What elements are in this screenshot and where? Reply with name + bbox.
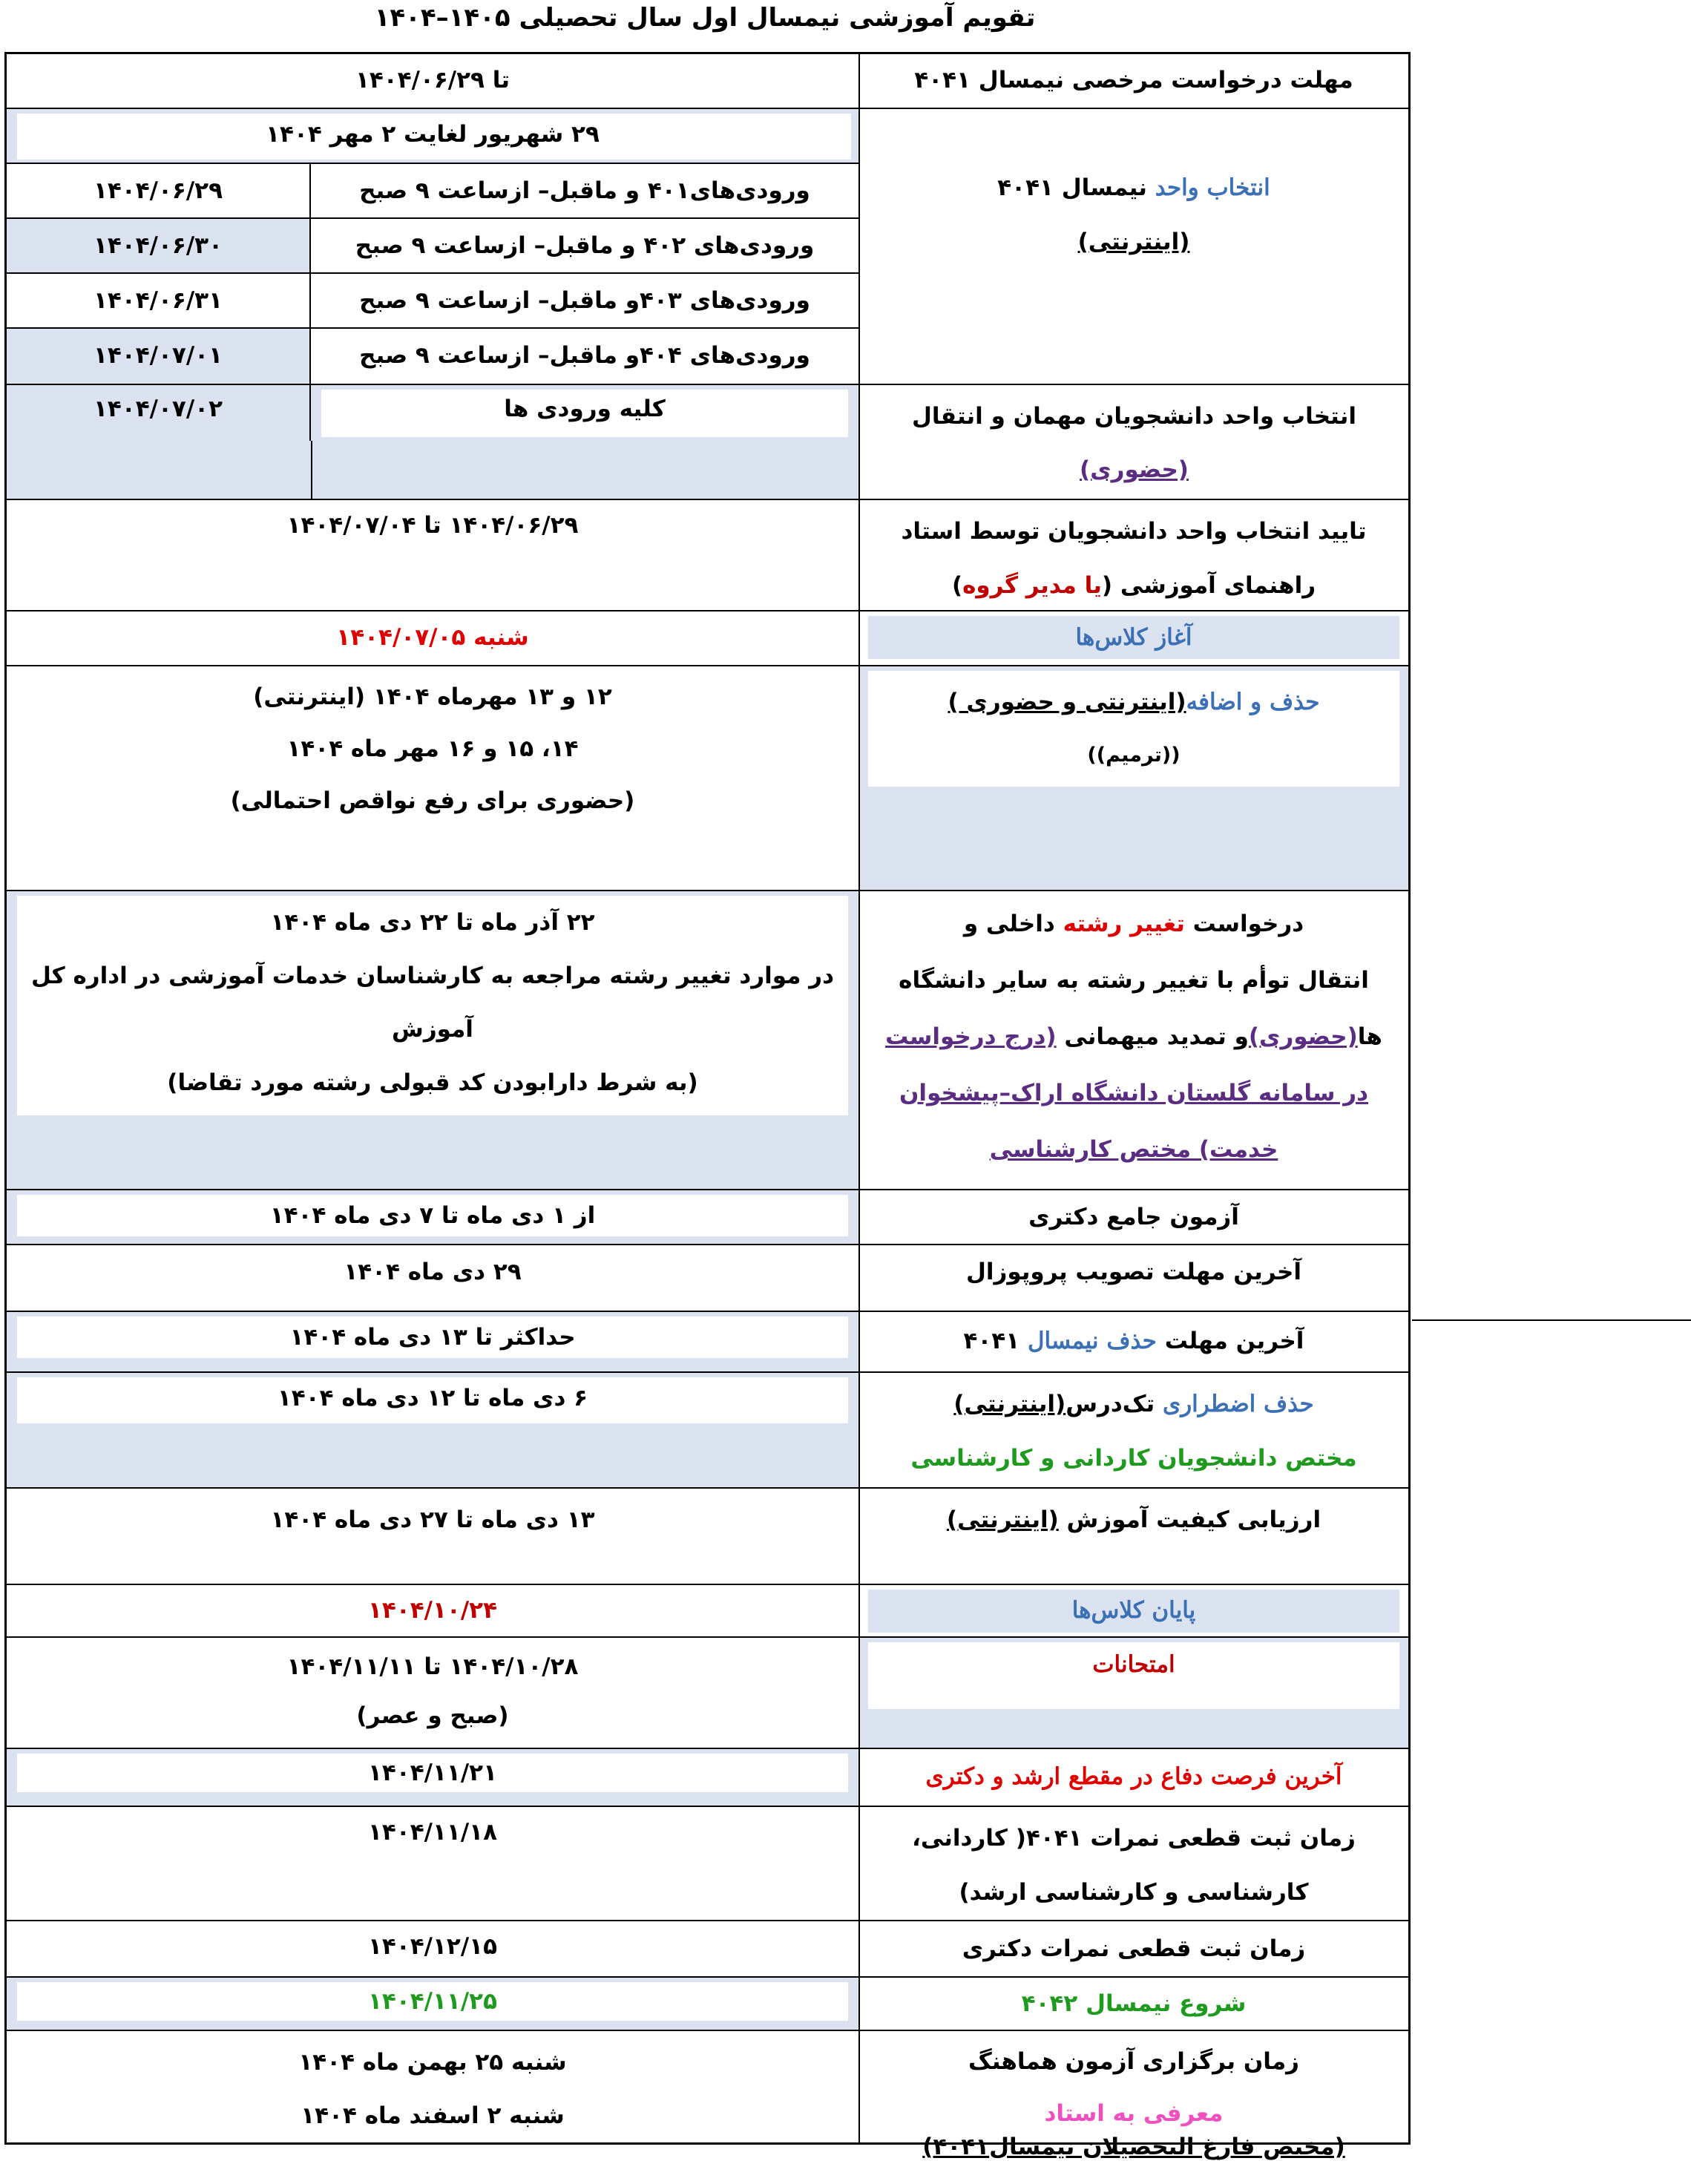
registration-label-title: انتخاب واحد <box>1155 174 1270 201</box>
add-drop-inperson: ۱۴، ۱۵ و ۱۶ مهر ماه ۱۴۰۴ <box>286 735 579 762</box>
guest-group: کلیه ورودی ها <box>504 396 666 422</box>
phd-exam-value: از ۱ دی ماه تا ۷ دی ماه ۱۴۰۴ <box>17 1195 848 1236</box>
phd-exam-value-cell <box>7 1190 858 1244</box>
approval-label <box>859 500 1408 610</box>
major-change-dates: ۲۲ آذر ماه تا ۲۲ دی ماه ۱۴۰۴ <box>270 909 595 936</box>
proposal-label: آخرین مهلت تصویب پروپوزال <box>965 1259 1301 1285</box>
evaluation-label <box>859 1489 1408 1584</box>
major-change-label-highlight: تغییر رشته <box>1063 911 1185 937</box>
unified-exam-date2: شنبه ۲ اسفند ماه ۱۴۰۴ <box>301 2102 565 2129</box>
defense-label: آخرین فرصت دفاع در مقطع ارشد و دکتری <box>925 1763 1342 1790</box>
evaluation-label-mode: (اینترنتی) <box>946 1506 1059 1533</box>
row-proposal <box>7 1245 1408 1312</box>
row-classes-start <box>7 611 1408 666</box>
classes-start-day: شنبه <box>465 624 529 651</box>
row-semester-drop <box>7 1312 1408 1373</box>
unified-exam-label-line3: (مختص فارغ التحصیلان نیمسال۴۰۴۱) <box>922 2134 1345 2160</box>
evaluation-label-text: ارزیابی کیفیت آموزش <box>1058 1506 1321 1533</box>
emergency-drop-label-mode: (اینترنتی) <box>953 1391 1066 1417</box>
emergency-drop-label <box>859 1373 1408 1487</box>
unified-exam-label-line1: زمان برگزاری آزمون هماهنگ <box>968 2048 1299 2075</box>
proposal-value: ۲۹ دی ماه ۱۴۰۴ <box>344 1259 522 1285</box>
registration-item-group: ورودی‌های ۴۰۳و ماقبل– ازساعت ۹ صبح <box>311 274 858 327</box>
registration-item <box>7 163 858 217</box>
grades-value: ۱۴۰۴/۱۱/۱۸ <box>367 1819 497 1846</box>
next-semester-label: شروع نیمسال ۴۰۴۲ <box>1021 1990 1247 2017</box>
row-add-drop <box>7 666 1408 891</box>
classes-start-label: آغاز کلاس‌ها <box>1075 624 1192 651</box>
defense-label-cell <box>859 1749 1408 1806</box>
defense-value-cell <box>7 1749 858 1806</box>
add-drop-note: (حضوری برای رفع نواقص احتمالی) <box>230 787 635 814</box>
phd-grades-label: زمان ثبت قطعی نمرات دکتری <box>962 1935 1306 1962</box>
registration-item <box>7 327 858 384</box>
row-emergency-drop <box>7 1373 1408 1489</box>
approval-label-line2: راهنمای آموزشی ( <box>1101 572 1316 599</box>
exams-label: امتحانات <box>1092 1651 1175 1678</box>
emergency-drop-label-title: حذف اضطراری <box>1162 1391 1314 1417</box>
approval-value: ۱۴۰۴/۰۶/۲۹ تا ۱۴۰۴/۰۷/۰۴ <box>286 512 579 539</box>
add-drop-label-title: حذف و اضافه <box>1186 689 1320 715</box>
approval-label-alt: یا مدیر گروه <box>962 572 1102 599</box>
row-phd-grades <box>7 1921 1408 1978</box>
semester-drop-label-title: حذف نیمسال <box>1028 1328 1157 1354</box>
row-major-change <box>7 891 1408 1190</box>
registration-item-group: ورودی‌های۴۰۱ و ماقبل– ازساعت ۹ صبح <box>311 164 858 217</box>
major-change-label-request: (درج درخواست <box>885 1023 1057 1050</box>
major-change-label-mode: (حضوری) <box>1248 1023 1358 1050</box>
grades-label-line1: زمان ثبت قطعی نمرات ۴۰۴۱( کاردانی، <box>912 1825 1356 1852</box>
exams-sessions: (صبح و عصر) <box>356 1702 509 1729</box>
registration-item <box>7 217 858 272</box>
registration-item-group: ورودی‌های ۴۰۲ و ماقبل– ازساعت ۹ صبح <box>311 219 858 272</box>
registration-label-term: نیمسال ۴۰۴۱ <box>997 174 1155 201</box>
major-change-label-line1-end: داخلی و <box>963 911 1063 937</box>
classes-end-label-cell <box>859 1585 1408 1636</box>
add-drop-value <box>7 666 858 890</box>
registration-item-date: ۱۴۰۴/۰۶/۳۰ <box>7 219 311 272</box>
major-change-note: در موارد تغییر رشته مراجعه به کارشناسان خدمات آموزشی در اداره کل <box>30 963 834 989</box>
guest-date: ۱۴۰۴/۰۷/۰۲ <box>7 385 311 441</box>
semester-drop-value: حداکثر تا ۱۳ دی ماه ۱۴۰۴ <box>17 1316 848 1358</box>
add-drop-label-mode: (اینترنتی و حضوری ) <box>948 689 1186 715</box>
emergency-drop-label-scope: مختص دانشجویان کاردانی و کارشناسی <box>910 1445 1357 1472</box>
registration-item-date: ۱۴۰۴/۰۶/۳۱ <box>7 274 311 327</box>
grades-label <box>859 1807 1408 1920</box>
add-drop-label-sub: ((ترمیم)) <box>1087 744 1181 767</box>
grades-label-line2: کارشناسی و کارشناسی ارشد) <box>959 1879 1309 1906</box>
registration-item-date: ۱۴۰۴/۰۶/۲۹ <box>7 164 311 217</box>
semester-drop-label <box>859 1312 1408 1371</box>
registration-value <box>7 109 858 439</box>
registration-label-mode: (اینترنتی) <box>1077 229 1190 255</box>
semester-drop-label-text: آخرین مهلت <box>1156 1328 1304 1354</box>
semester-drop-value-cell <box>7 1312 858 1371</box>
emergency-drop-label-course: تک‌درس <box>1066 1391 1163 1417</box>
approval-label-close: ) <box>951 572 963 599</box>
row-unified-exam <box>7 2031 1408 2142</box>
phd-grades-value: ۱۴۰۴/۱۲/۱۵ <box>367 1933 497 1960</box>
row-next-semester <box>7 1978 1408 2031</box>
add-drop-online: ۱۲ و ۱۳ مهرماه ۱۴۰۴ (اینترنتی) <box>253 683 612 710</box>
major-change-condition: (به شرط دارابودن کد قبولی رشته مورد تقاضا) <box>167 1069 698 1096</box>
leave-value: تا ۱۴۰۴/۰۶/۲۹ <box>355 67 510 94</box>
row-leave <box>7 54 1408 109</box>
major-change-label-line1: درخواست <box>1184 911 1304 937</box>
phd-exam-label: آزمون جامع دکتری <box>1028 1204 1239 1230</box>
row-guest <box>858 384 1408 500</box>
registration-item-group: ورودی‌های ۴۰۴و ماقبل– ازساعت ۹ صبح <box>311 329 858 384</box>
exams-label-cell <box>859 1638 1408 1748</box>
major-change-note-end: آموزش <box>392 1016 473 1043</box>
emergency-drop-value-cell <box>7 1373 858 1487</box>
defense-value: ۱۴۰۴/۱۱/۲۱ <box>17 1754 848 1792</box>
exams-value <box>7 1638 858 1748</box>
major-change-label-line2: انتقال توأم با تغییر رشته به سایر دانشگاه <box>899 967 1369 994</box>
guest-registration-block <box>7 384 858 441</box>
row-exams <box>7 1638 1408 1749</box>
row-grades <box>7 1807 1408 1921</box>
major-change-label-line3: ها <box>1357 1023 1382 1050</box>
guest-value-extension <box>7 441 858 500</box>
leave-label: مهلت درخواست مرخصی نیمسال ۴۰۴۱ <box>914 67 1353 94</box>
guest-label <box>858 384 1408 499</box>
row-evaluation <box>7 1489 1408 1585</box>
unified-exam-value <box>7 2031 858 2142</box>
calendar-table <box>4 52 1411 2160</box>
classes-end-value: ۱۴۰۴/۱۰/۲۴ <box>367 1597 497 1624</box>
side-rule <box>1412 1319 1691 1321</box>
add-drop-label-cell <box>859 666 1408 890</box>
row-approval <box>7 500 1408 611</box>
exams-dates: ۱۴۰۴/۱۰/۲۸ تا ۱۴۰۴/۱۱/۱۱ <box>286 1653 579 1680</box>
major-change-label-extension: و تمدید میهمانی <box>1056 1023 1249 1050</box>
classes-end-label: پایان کلاس‌ها <box>1071 1597 1196 1624</box>
classes-start-value <box>7 611 858 665</box>
major-change-label-line4: در سامانه گلستان دانشگاه اراک–پیشخوان <box>899 1080 1369 1106</box>
semester-drop-label-term: ۴۰۴۱ <box>963 1328 1028 1354</box>
row-phd-exam <box>7 1190 1408 1245</box>
registration-header: ۲۹ شهریور لغایت ۲ مهر ۱۴۰۴ <box>266 121 600 148</box>
major-change-value-cell <box>7 891 858 1189</box>
page-title: تقویم آموزشی نیمسال اول سال تحصیلی ۱۴۰۵–۱۴۰۴ <box>374 3 1036 33</box>
classes-start-date: ۱۴۰۴/۰۷/۰۵ <box>336 624 466 651</box>
approval-label-line1: تایید انتخاب واحد دانشجویان توسط استاد <box>901 518 1367 545</box>
evaluation-value: ۱۳ دی ماه تا ۲۷ دی ماه ۱۴۰۴ <box>270 1506 595 1533</box>
major-change-label-line5: خدمت) مختص کارشناسی <box>989 1136 1278 1163</box>
guest-label-title: انتخاب واحد دانشجویان مهمان و انتقال <box>912 403 1356 430</box>
classes-start-label-cell <box>859 611 1408 665</box>
unified-exam-date1: شنبه ۲۵ بهمن ماه ۱۴۰۴ <box>298 2049 567 2076</box>
emergency-drop-value: ۶ دی ماه تا ۱۲ دی ماه ۱۴۰۴ <box>17 1377 848 1423</box>
unified-exam-label <box>859 2031 1408 2142</box>
guest-label-mode: (حضوری) <box>1080 456 1189 483</box>
row-defense <box>7 1749 1408 1807</box>
major-change-label <box>859 891 1408 1189</box>
registration-item-date: ۱۴۰۴/۰۷/۰۱ <box>7 329 311 384</box>
next-semester-value: ۱۴۰۴/۱۱/۲۵ <box>17 1982 848 2021</box>
registration-item <box>7 272 858 327</box>
unified-exam-label-line2: معرفی به استاد <box>1044 2100 1224 2127</box>
row-classes-end <box>7 1585 1408 1638</box>
next-semester-value-cell <box>7 1978 858 2030</box>
